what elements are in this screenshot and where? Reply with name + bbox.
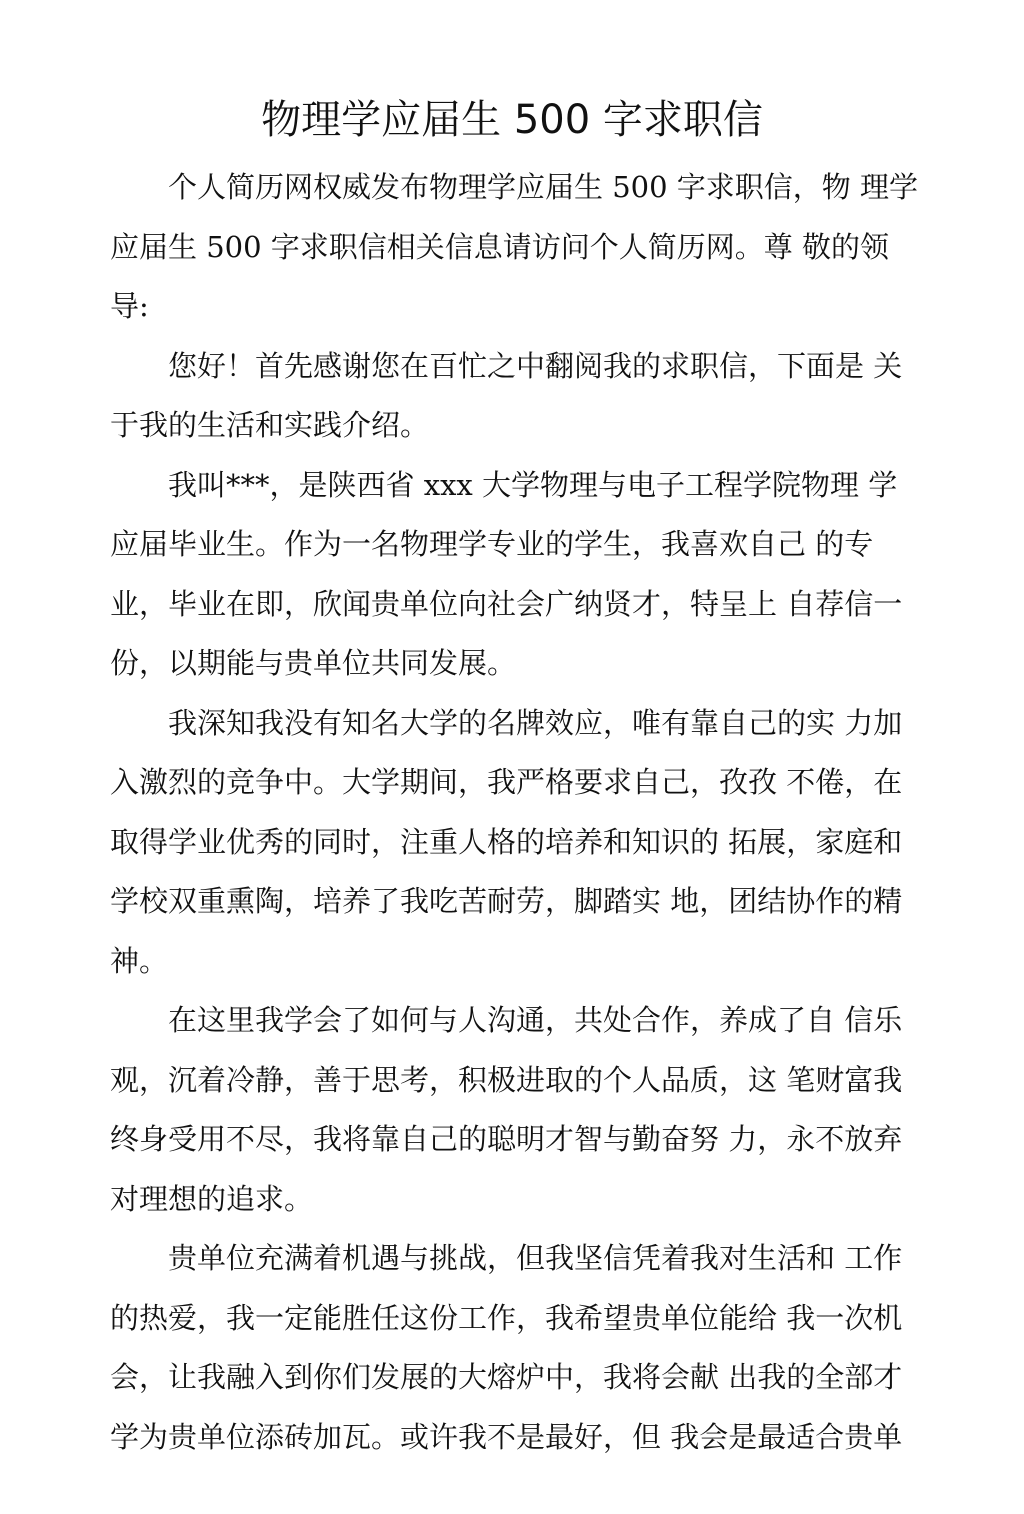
- paragraph-intro: 个人简历网权威发布物理学应届生 500 字求职信，物 理学应届生 500 字求职信相关信息请访问个人简历网。尊 敬的领导:: [110, 170, 919, 323]
- paragraph-closing: 贵单位充满着机遇与挑战，但我坚信凭着我对生活和 工作的热爱，我一定能胜任这份工作，我希望贵单位能给 我一次机会，让我融入到你们发展的大熔炉中，我将会献 出我的全部才学为贵单位添砖加瓦。或许我不是最好，但 我会是最适合贵单: [110, 1241, 903, 1454]
- letter-body: [110, 158, 922, 1467]
- paragraph-university-experience: 我深知我没有知名大学的名牌效应，唯有靠自己的实 力加入激烈的竞争中。大学期间，我严格要求自己，孜孜 不倦，在取得学业优秀的同时，注重人格的培养和知识的 拓展，家庭和学校双重熏陶，培养了我吃苦耐劳，脚踏实 地，团结协作的精神。: [110, 705, 903, 978]
- page-title: 物理学应届生 500 字求职信: [261, 97, 763, 143]
- paragraph-self-introduction: 我叫***，是陕西省 xxx 大学物理与电子工程学院物理 学应届毕业生。作为一名物理学专业的学生，我喜欢自己 的专业，毕业在即，欣闻贵单位向社会广纳贤才，特呈上 自荐信一份，以期能与贵单位共同发展。: [110, 467, 903, 680]
- paragraph-personal-qualities: 在这里我学会了如何与人沟通，共处合作，养成了自 信乐观，沉着冷静，善于思考，积极进取的个人品质，这 笔财富我终身受用不尽，我将靠自己的聪明才智与勤奋努 力，永不放弃对理想的追求。: [110, 1003, 903, 1216]
- paragraph-greeting: 您好！首先感谢您在百忙之中翻阅我的求职信，下面是 关于我的生活和实践介绍。: [110, 348, 903, 442]
